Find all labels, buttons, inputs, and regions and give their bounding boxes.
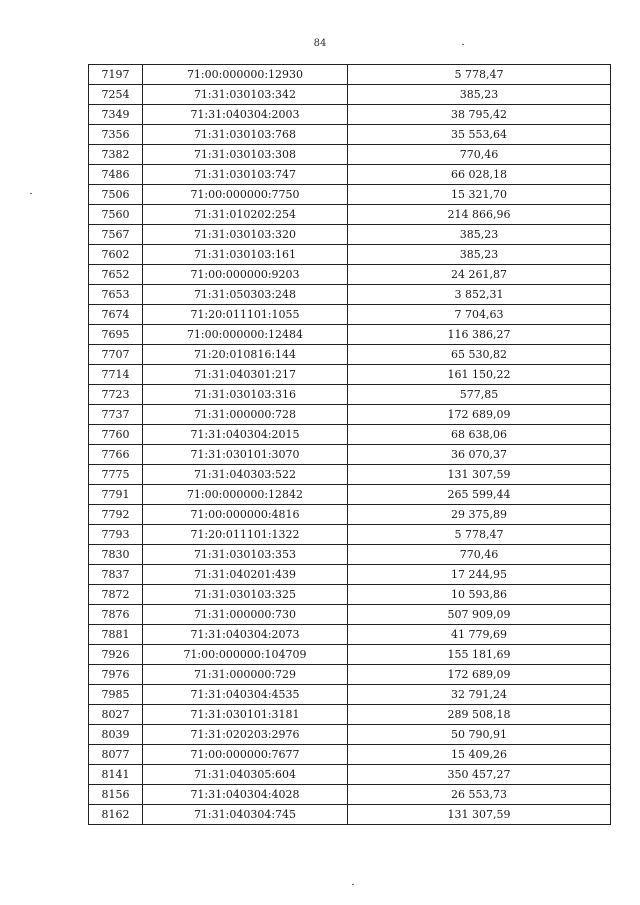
cadastral-value-cell: 131 307,59 xyxy=(348,805,611,825)
cadastral-number-cell: 71:00:000000:7750 xyxy=(143,185,348,205)
cadastral-number-cell: 71:31:030103:342 xyxy=(143,85,348,105)
table-row xyxy=(89,765,611,785)
cadastral-value-cell: 35 553,64 xyxy=(348,125,611,145)
cadastral-value-cell: 507 909,09 xyxy=(348,605,611,625)
row-number-cell: 7707 xyxy=(89,345,143,365)
table-row xyxy=(89,125,611,145)
cadastral-number-cell: 71:31:030103:316 xyxy=(143,385,348,405)
cadastral-value-cell: 15 321,70 xyxy=(348,185,611,205)
table-row xyxy=(89,105,611,125)
cadastral-value-cell: 385,23 xyxy=(348,245,611,265)
row-number-cell: 8027 xyxy=(89,705,143,725)
cadastral-value-cell: 350 457,27 xyxy=(348,765,611,785)
table-row xyxy=(89,805,611,825)
cadastral-number-cell: 71:31:030103:747 xyxy=(143,165,348,185)
cadastral-value-cell: 50 790,91 xyxy=(348,725,611,745)
cadastral-number-cell: 71:00:000000:12842 xyxy=(143,485,348,505)
table-row xyxy=(89,165,611,185)
table-row xyxy=(89,625,611,645)
cadastral-value-cell: 24 261,87 xyxy=(348,265,611,285)
table-row xyxy=(89,65,611,85)
row-number-cell: 8162 xyxy=(89,805,143,825)
cadastral-value-table xyxy=(88,64,611,825)
table-row xyxy=(89,205,611,225)
cadastral-number-cell: 71:31:040304:2015 xyxy=(143,425,348,445)
table-row xyxy=(89,785,611,805)
table-row xyxy=(89,385,611,405)
cadastral-value-cell: 385,23 xyxy=(348,85,611,105)
cadastral-number-cell: 71:31:030103:325 xyxy=(143,585,348,605)
table-row xyxy=(89,305,611,325)
cadastral-number-cell: 71:31:040303:522 xyxy=(143,465,348,485)
row-number-cell: 7926 xyxy=(89,645,143,665)
table-row xyxy=(89,565,611,585)
cadastral-number-cell: 71:31:040304:745 xyxy=(143,805,348,825)
cadastral-number-cell: 71:31:010202:254 xyxy=(143,205,348,225)
page-number: 84 xyxy=(313,38,327,49)
row-number-cell: 8039 xyxy=(89,725,143,745)
cadastral-value-cell: 38 795,42 xyxy=(348,105,611,125)
row-number-cell: 7837 xyxy=(89,565,143,585)
cadastral-number-cell: 71:00:000000:12930 xyxy=(143,65,348,85)
cadastral-value-cell: 26 553,73 xyxy=(348,785,611,805)
row-number-cell: 7876 xyxy=(89,605,143,625)
row-number-cell: 7976 xyxy=(89,665,143,685)
cadastral-value-cell: 29 375,89 xyxy=(348,505,611,525)
table-row xyxy=(89,645,611,665)
row-number-cell: 7985 xyxy=(89,685,143,705)
cadastral-value-cell: 265 599,44 xyxy=(348,485,611,505)
row-number-cell: 7714 xyxy=(89,365,143,385)
row-number-cell: 7674 xyxy=(89,305,143,325)
table-row xyxy=(89,445,611,465)
row-number-cell: 7793 xyxy=(89,525,143,545)
cadastral-value-cell: 770,46 xyxy=(348,145,611,165)
scan-speck xyxy=(30,193,32,194)
cadastral-number-cell: 71:31:020203:2976 xyxy=(143,725,348,745)
cadastral-value-cell: 172 689,09 xyxy=(348,405,611,425)
cadastral-value-cell: 385,23 xyxy=(348,225,611,245)
cadastral-value-cell: 17 244,95 xyxy=(348,565,611,585)
cadastral-number-cell: 71:31:040304:4028 xyxy=(143,785,348,805)
row-number-cell: 7197 xyxy=(89,65,143,85)
table-row xyxy=(89,745,611,765)
row-number-cell: 7775 xyxy=(89,465,143,485)
table-row xyxy=(89,85,611,105)
row-number-cell: 8141 xyxy=(89,765,143,785)
cadastral-value-cell: 41 779,69 xyxy=(348,625,611,645)
cadastral-number-cell: 71:20:011101:1055 xyxy=(143,305,348,325)
row-number-cell: 7602 xyxy=(89,245,143,265)
row-number-cell: 7506 xyxy=(89,185,143,205)
cadastral-value-cell: 10 593,86 xyxy=(348,585,611,605)
table-row xyxy=(89,425,611,445)
table-row xyxy=(89,465,611,485)
table-row xyxy=(89,285,611,305)
cadastral-value-cell: 65 530,82 xyxy=(348,345,611,365)
cadastral-value-cell: 36 070,37 xyxy=(348,445,611,465)
cadastral-number-cell: 71:31:030103:353 xyxy=(143,545,348,565)
cadastral-value-cell: 7 704,63 xyxy=(348,305,611,325)
table-row xyxy=(89,705,611,725)
row-number-cell: 7872 xyxy=(89,585,143,605)
cadastral-number-cell: 71:20:010816:144 xyxy=(143,345,348,365)
cadastral-value-cell: 5 778,47 xyxy=(348,525,611,545)
row-number-cell: 8156 xyxy=(89,785,143,805)
cadastral-value-cell: 131 307,59 xyxy=(348,465,611,485)
row-number-cell: 7486 xyxy=(89,165,143,185)
cadastral-number-cell: 71:31:030101:3070 xyxy=(143,445,348,465)
row-number-cell: 7695 xyxy=(89,325,143,345)
scan-speck xyxy=(462,44,464,45)
cadastral-value-cell: 770,46 xyxy=(348,545,611,565)
cadastral-value-cell: 15 409,26 xyxy=(348,745,611,765)
scan-speck xyxy=(352,884,354,885)
cadastral-value-cell: 172 689,09 xyxy=(348,665,611,685)
cadastral-value-cell: 577,85 xyxy=(348,385,611,405)
table-row xyxy=(89,405,611,425)
row-number-cell: 7881 xyxy=(89,625,143,645)
table-row xyxy=(89,585,611,605)
table-row xyxy=(89,605,611,625)
table-row xyxy=(89,545,611,565)
cadastral-number-cell: 71:00:000000:12484 xyxy=(143,325,348,345)
row-number-cell: 7382 xyxy=(89,145,143,165)
cadastral-number-cell: 71:00:000000:7677 xyxy=(143,745,348,765)
row-number-cell: 7760 xyxy=(89,425,143,445)
row-number-cell: 7560 xyxy=(89,205,143,225)
table-row xyxy=(89,365,611,385)
cadastral-value-cell: 161 150,22 xyxy=(348,365,611,385)
table-row xyxy=(89,505,611,525)
table-row xyxy=(89,225,611,245)
table-row xyxy=(89,725,611,745)
table-row xyxy=(89,325,611,345)
cadastral-number-cell: 71:31:000000:730 xyxy=(143,605,348,625)
row-number-cell: 7830 xyxy=(89,545,143,565)
row-number-cell: 7652 xyxy=(89,265,143,285)
cadastral-number-cell: 71:31:040304:2003 xyxy=(143,105,348,125)
table-row xyxy=(89,245,611,265)
cadastral-value-cell: 116 386,27 xyxy=(348,325,611,345)
table-row xyxy=(89,665,611,685)
cadastral-number-cell: 71:31:040305:604 xyxy=(143,765,348,785)
table-row xyxy=(89,145,611,165)
cadastral-number-cell: 71:20:011101:1322 xyxy=(143,525,348,545)
row-number-cell: 7737 xyxy=(89,405,143,425)
cadastral-number-cell: 71:31:000000:728 xyxy=(143,405,348,425)
cadastral-number-cell: 71:31:030103:161 xyxy=(143,245,348,265)
table-row xyxy=(89,185,611,205)
row-number-cell: 7349 xyxy=(89,105,143,125)
row-number-cell: 7356 xyxy=(89,125,143,145)
cadastral-number-cell: 71:31:030103:768 xyxy=(143,125,348,145)
cadastral-number-cell: 71:31:050303:248 xyxy=(143,285,348,305)
row-number-cell: 7791 xyxy=(89,485,143,505)
row-number-cell: 7792 xyxy=(89,505,143,525)
table-row xyxy=(89,265,611,285)
cadastral-number-cell: 71:31:040201:439 xyxy=(143,565,348,585)
cadastral-number-cell: 71:31:040304:2073 xyxy=(143,625,348,645)
row-number-cell: 7766 xyxy=(89,445,143,465)
row-number-cell: 8077 xyxy=(89,745,143,765)
cadastral-value-cell: 155 181,69 xyxy=(348,645,611,665)
cadastral-value-cell: 68 638,06 xyxy=(348,425,611,445)
table-body xyxy=(89,65,611,825)
row-number-cell: 7723 xyxy=(89,385,143,405)
row-number-cell: 7653 xyxy=(89,285,143,305)
cadastral-value-cell: 3 852,31 xyxy=(348,285,611,305)
table-row xyxy=(89,485,611,505)
cadastral-number-cell: 71:31:040304:4535 xyxy=(143,685,348,705)
cadastral-number-cell: 71:31:040301:217 xyxy=(143,365,348,385)
cadastral-number-cell: 71:31:000000:729 xyxy=(143,665,348,685)
cadastral-value-cell: 32 791,24 xyxy=(348,685,611,705)
cadastral-number-cell: 71:31:030103:320 xyxy=(143,225,348,245)
cadastral-value-cell: 214 866,96 xyxy=(348,205,611,225)
cadastral-number-cell: 71:31:030101:3181 xyxy=(143,705,348,725)
cadastral-number-cell: 71:00:000000:4816 xyxy=(143,505,348,525)
table-row xyxy=(89,525,611,545)
row-number-cell: 7567 xyxy=(89,225,143,245)
cadastral-value-cell: 5 778,47 xyxy=(348,65,611,85)
row-number-cell: 7254 xyxy=(89,85,143,105)
cadastral-number-cell: 71:00:000000:9203 xyxy=(143,265,348,285)
cadastral-number-cell: 71:31:030103:308 xyxy=(143,145,348,165)
cadastral-value-cell: 289 508,18 xyxy=(348,705,611,725)
cadastral-number-cell: 71:00:000000:104709 xyxy=(143,645,348,665)
cadastral-value-cell: 66 028,18 xyxy=(348,165,611,185)
table-row xyxy=(89,685,611,705)
table-row xyxy=(89,345,611,365)
